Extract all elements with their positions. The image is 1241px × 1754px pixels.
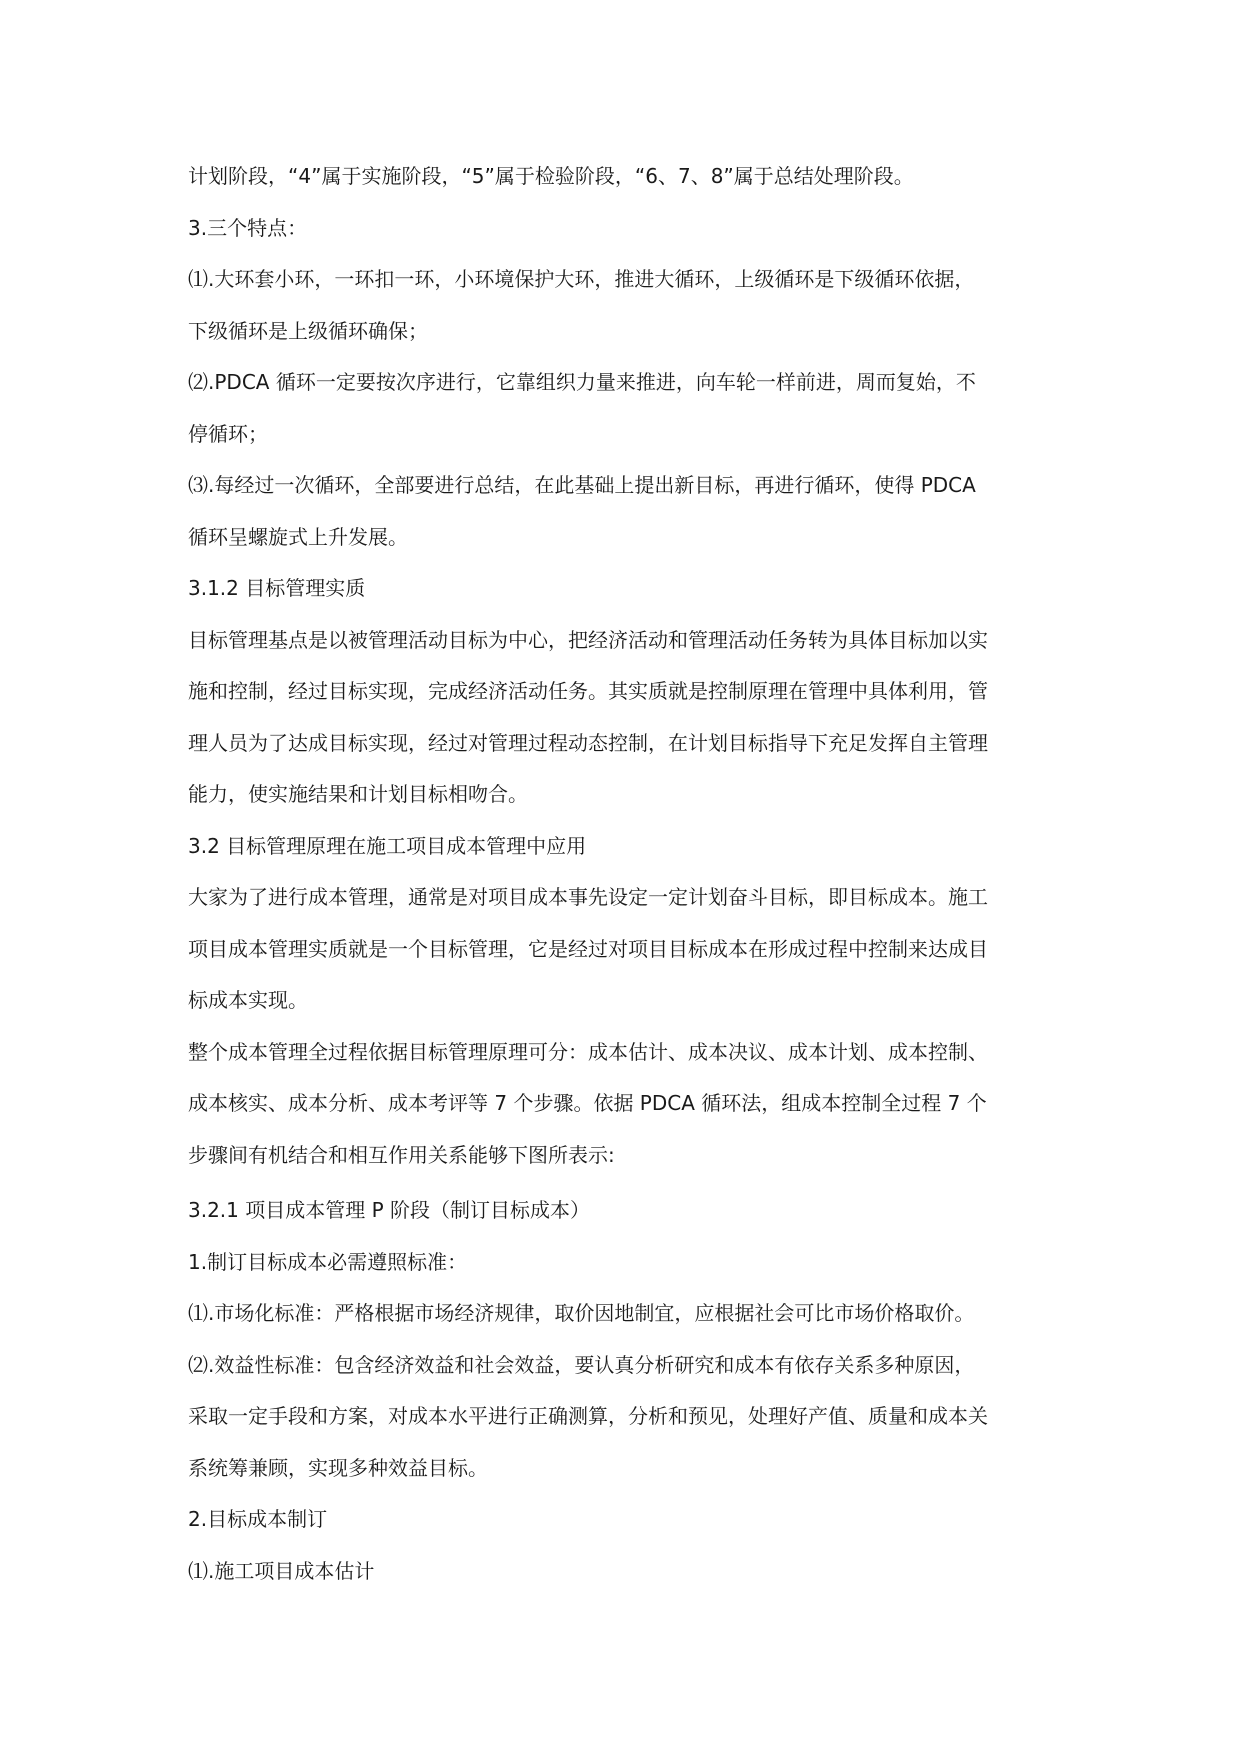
section-heading: 1.制订目标成本必需遵照标准： xyxy=(188,1249,468,1274)
section-heading: 2.目标成本制订 xyxy=(188,1507,328,1531)
paragraph-line: 理人员为了达成目标实现，经过对管理过程动态控制，在计划目标指导下充足发挥自主管理 xyxy=(188,730,988,755)
list-item: ⑴.施工项目成本估计 xyxy=(188,1558,375,1583)
text-line: 采取一定手段和方案，对成本水平进行正确测算，分析和预见，处理好产值、质量和成本关 xyxy=(188,1404,988,1428)
paragraph-line: 整个成本管理全过程依据目标管理原理可分：成本估计、成本决议、成本计划、成本控制、 xyxy=(188,1039,988,1064)
list-item: ⑴.市场化标准：严格根据市场经济规律，取价因地制宜，应根据社会可比市场价格取价。 xyxy=(188,1301,975,1325)
list-item: ⑵.效益性标准：包含经济效益和社会效益，要认真分析研究和成本有依存关系多种原因， xyxy=(188,1352,975,1377)
list-item: ⑵.PDCA 循环一定要按次序进行，它靠组织力量来推进，向车轮一样前进，周而复始，不 xyxy=(188,370,976,394)
list-item: ⑶.每经过一次循环，全部要进行总结，在此基础上提出新目标，再进行循环，使得 PDCA xyxy=(188,473,976,497)
paragraph-line: 项目成本管理实质就是一个目标管理，它是经过对项目目标成本在形成过程中控制来达成目 xyxy=(188,936,988,961)
text-line: 停循环； xyxy=(188,421,268,446)
text-line: 下级循环是上级循环确保； xyxy=(188,318,428,343)
list-item: ⑴.大环套小环，一环扣一环，小环境保护大环，推进大循环，上级循环是下级循环依据， xyxy=(188,267,975,291)
text-line: 系统筹兼顾，实现多种效益目标。 xyxy=(188,1455,488,1480)
section-heading: 3.2 目标管理原理在施工项目成本管理中应用 xyxy=(188,833,587,858)
document-body xyxy=(188,156,1058,1602)
paragraph-line: 目标管理基点是以被管理活动目标为中心，把经济活动和管理活动任务转为具体目标加以实 xyxy=(188,627,988,652)
section-heading: 3.2.1 项目成本管理 P 阶段（制订目标成本） xyxy=(188,1198,591,1222)
text-line: 循环呈螺旋式上升发展。 xyxy=(188,524,408,549)
paragraph-line: 成本核实、成本分析、成本考评等 7 个步骤。依据 PDCA 循环法，组成本控制全过程 7 个 xyxy=(188,1091,987,1115)
paragraph-line: 施和控制，经过目标实现，完成经济活动任务。其实质就是控制原理在管理中具体利用，管 xyxy=(188,679,988,703)
paragraph-line: 步骤间有机结合和相互作用关系能够下图所表示: xyxy=(188,1142,615,1167)
paragraph-line: 能力，使实施结果和计划目标相吻合。 xyxy=(188,782,528,806)
section-heading: 3.三个特点： xyxy=(188,215,308,240)
paragraph-line: 标成本实现。 xyxy=(188,988,308,1012)
text-line: 计划阶段，“4”属于实施阶段，“5”属于检验阶段，“6、7、8”属于总结处理阶段。 xyxy=(188,164,914,188)
paragraph-line: 大家为了进行成本管理，通常是对项目成本事先设定一定计划奋斗目标，即目标成本。施工 xyxy=(188,885,988,909)
section-heading: 3.1.2 目标管理实质 xyxy=(188,576,366,600)
